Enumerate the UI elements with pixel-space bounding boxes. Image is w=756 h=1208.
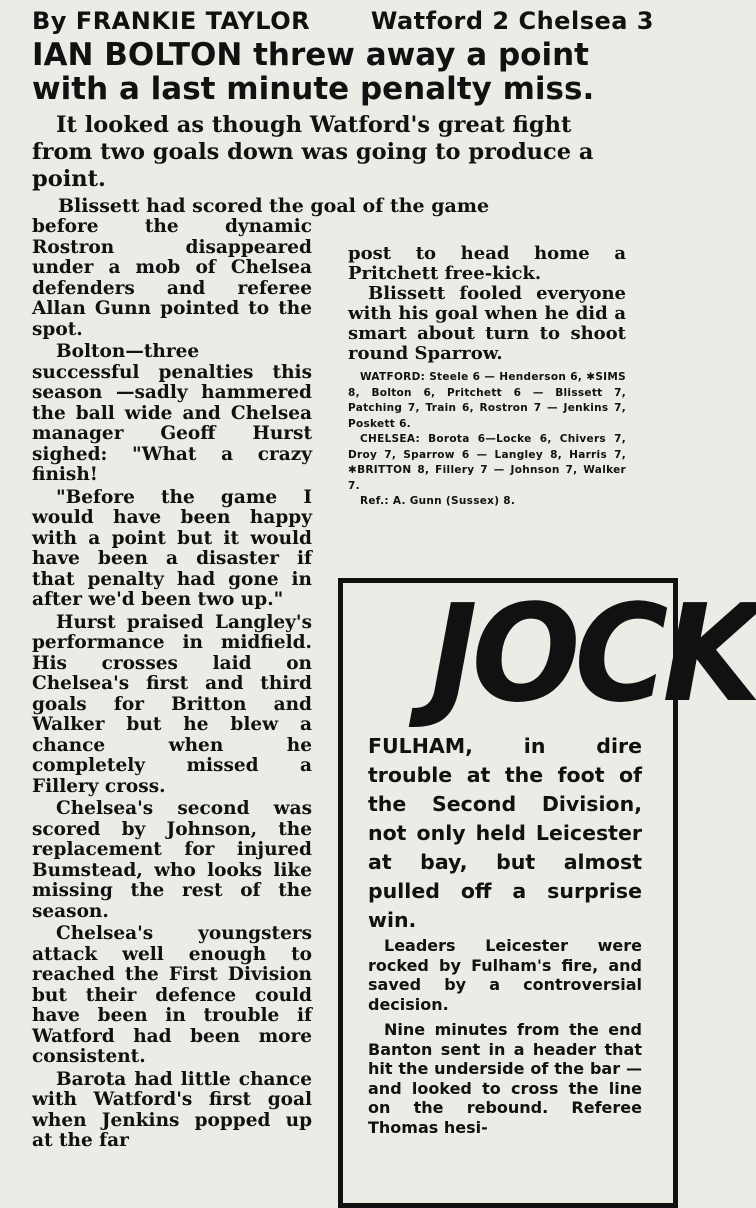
box-paragraph: Leaders Leicester were rocked by Fulham's fire, and saved by a controversial decision. [368, 936, 642, 1014]
box-title [430, 576, 756, 733]
byline [32, 6, 662, 36]
byline-author: By FRANKIE TAYLOR [32, 7, 311, 35]
chelsea-lineup: CHELSEA: Borota 6—Locke 6, Chivers 7, Droy 7, Sparrow 6 — Langley 8, Harris 7, ✱BRITTON 8, Fillery 7 — Johnson 7, Walker 7. [348, 433, 626, 492]
referee-rating: Ref.: A. Gunn (Sussex) 8. [360, 495, 516, 507]
middle-paragraph: post to head home a Pritchett free-kick. [348, 243, 626, 284]
middle-column [348, 244, 626, 510]
standfirst: It looked as though Watford's great fight from two goals down was going to produce a point. [32, 112, 594, 192]
lead-line: Blissett had scored the goal of the game [58, 195, 490, 217]
match-score: Watford 2 Chelsea 3 [370, 7, 654, 35]
team-ratings [348, 370, 626, 510]
middle-paragraph: Blissett fooled everyone with his goal when he did a smart about turn to shoot round Sparrow. [348, 283, 626, 364]
left-paragraph: "Before the game I would have been happy with a point but it would have been a disaster if that penalty had gone in after we'd been two up." [32, 486, 312, 610]
box-body [368, 936, 642, 1143]
left-paragraph: Bolton—three successful penalties this season —sadly hammered the ball wide and Chelsea manager Geoff Hurst sighed: "What a crazy finish! [32, 341, 312, 485]
box-paragraph: Nine minutes from the end Banton sent in a header that hit the underside of the bar — and looked to cross the line on the rebound. Referee Thomas hesi- [368, 1020, 642, 1137]
left-paragraph: Chelsea's second was scored by Johnson, the replacement for injured Bumstead, who looks like missing the rest of the season. [32, 798, 312, 922]
left-column [32, 217, 312, 1154]
box-lead: FULHAM, in dire trouble at the foot of the Second Division, not only held Leicester at bay, but almost pulled off a surprise win. [368, 734, 642, 932]
box-title-text: JOCK [430, 576, 756, 733]
watford-lineup: WATFORD: Steele 6 — Henderson 6, ✱SIMS 8, Bolton 6, Pritchett 6 — Blissett 7, Patching 7, Train 6, Rostron 7 — Jenkins 7, Poskett 6. [348, 371, 626, 430]
left-paragraph: Chelsea's youngsters attack well enough to reached the First Division but their defence could have been in trouble if Watford had been more consistent. [32, 923, 312, 1067]
headline: IAN BOLTON threw away a point with a last minute penalty miss. [32, 37, 595, 107]
left-paragraph: before the dynamic Rostron disappeared under a mob of Chelsea defenders and referee Allan Gunn pointed to the spot. [32, 216, 312, 340]
left-paragraph: Hurst praised Langley's performance in midfield. His crosses laid on Chelsea's first and third goals for Britton and Walker but he blew a chance when he completely missed a Fillery cross. [32, 611, 312, 797]
left-paragraph: Barota had little chance with Watford's first goal when Jenkins popped up at the far [32, 1068, 312, 1151]
